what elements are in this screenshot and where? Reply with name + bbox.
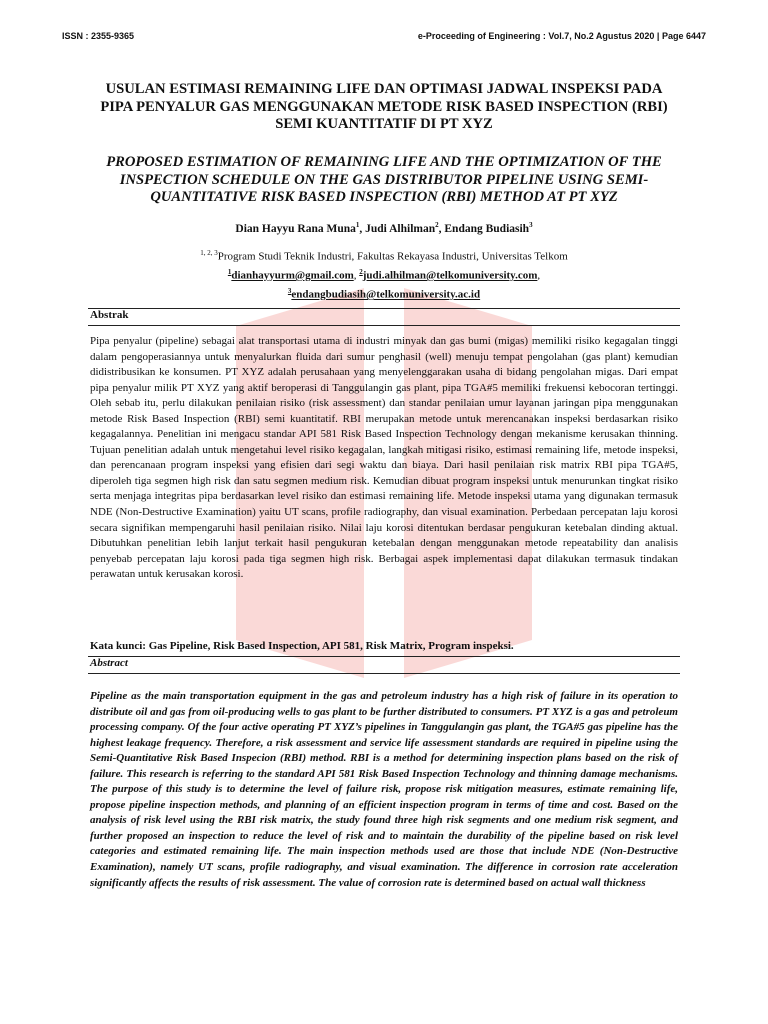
abstract-heading: Abstract [90,657,128,669]
author-separator: , [359,222,366,235]
author-name: Endang Budiasih [444,222,530,235]
abstrak-paragraph: Pipa penyalur (pipeline) sebagai alat transportasi utama di industri minyak dan gas bumi (migas) memiliki risiko kegagalan tinggi dalam pengoperasiannya untuk menyalurkan fluida dari sumur penghasil (well) menuju tempat pengolahan (gas plant) kemudian didistribusikan ke konsumen. PT XYZ adalah perusahaan yang menyelenggarakan usaha di bidang pengolahan migas. Dari empat pipa penyalur milik PT XYZ yang aktif beroperasi di Tanggulangin gas plant, pipa TGA#5 memiliki frekuensi kebocoran tertinggi. Oleh sebab itu, perlu dilakukan penilaian risiko (risk assessment) dan standar penilaian umur layanan jaringan pipa menggunakan metode Risk Based Inspection (RBI) semi kuantitatif. RBI merupakan metode untuk merencanakan inspeksi berdasarkan risiko kegagalannya. Penelitian ini mengacu standar API 581 Risk Based Inspection Technology dengan mekanisme kerusakan thinning. Tujuan penelitian adalah untuk mengetahui level risiko kegagalan, langkah mitigasi risiko, estimasi remaining life, metode inspeksi, dan perencanaan program inspeksi yang efisien dari segi waktu dan biaya. Dari hasil penilaian risk matrix RBI pipa TGA#5, diperoleh tiga segmen high risk dan satu segmen medium risk. Kemudian dibuat program inspeksi untuk menurunkan tingkat risiko serta menjaga integritas pipa berdasarkan level risiko dan estimasi remaining life. Metode inspeksi utama yang digunakan termasuk NDE (Non-Destructive Examination) yaitu UT scans, profile radiography, dan visual examination. Perbedaan percepatan laju korosi secara signifikan mempengaruhi hasil penilaian risiko. Nilai laju korosi ditentukan berdasar pengukuran ketebalan dinding aktual. Dibutuhkan penelitian lebih lanjut terkait hasil pengukuran ketebalan dengan menggunakan metode repeatability dan analisis penyebab percepatan laju korosi pada tiga segmen high risk. Berbagai aspek implementasi dapat dilakukan termasuk tindakan perawatan untuk kerusakan korosi. [90,335,678,581]
author-name: Dian Hayyu Rana Muna [235,222,356,235]
author-list [0,221,768,235]
journal-label: e-Proceeding of Engineering : Vol.7, No.2 Agustus 2020 | Page 6447 [417,31,706,41]
email-link[interactable]: judi.alhilman@telkomuniversity.com [362,269,538,282]
email-line [0,265,768,284]
abstrak-heading: Abstrak [90,309,129,321]
affiliation-line [0,246,768,265]
divider [88,656,680,657]
email-link[interactable]: endangbudiasih@telkomuniversity.ac.id [291,288,481,301]
email-separator: , [537,269,541,282]
affiliation-sup: 1, 2, 3 [200,249,218,257]
affiliation-block [0,246,768,303]
page-header [62,31,706,45]
author-separator: , [438,222,445,235]
divider [88,673,680,674]
abstract-paragraph: Pipeline as the main transportation equipment in the gas and petroleum industry has a high risk of failure in its operation to distribute oil and gas from oil-producing wells to gas plant to be further distributed to consumers. PT XYZ is a gas and petroleum processing company. Of the four active operating PT XYZ’s pipelines in Tanggulangin gas plant, the TGA#5 gas pipeline has the highest leakage frequency. Therefore, a risk assessment and service life assessment standards are required in pipeline using the Semi-Quantitative Risk Based Inspecion (RBI) method. RBI is a method for determining inspection plans based on the risk of failure. This research is referring to the standard API 581 Risk Based Inspection Technology and thinning damage mechanisms. The purpose of this study is to determine the level of failure risk, propose risk mitigation measures, estimate remaining life, propose pipeline inspection methods, and planning of an efficient inspection program in terms of time and cost. Based on the analysis of risk level using the RBI risk matrix, the study found three high risk segments and one medium risk segment, and further proposed an inspection to reduce the level of risk and to maintain the durability of the pipeline based on risk level categories and estimated remaining life. The main inspection methods used are those that include NDE (Non-Destructive Examination), namely UT scans, profile radiography, and visual examination. The difference in corrosion rate acceleration significantly affects the results of risk assessment. The value of corrosion rate is determined based on actual wall thickness [90,690,678,889]
keywords-line [90,640,514,652]
email-link[interactable]: dianhayyurm@gmail.com [231,269,354,282]
author-sup: 1 [355,221,360,229]
email-line [0,284,768,303]
divider [88,325,680,326]
divider [88,308,680,309]
affiliation-text: Program Studi Teknik Industri, Fakultas Rekayasa Industri, Universitas Telkom [217,250,568,263]
author-sup: 3 [529,221,533,229]
email-sup: 1 [227,268,232,277]
keywords-text: Gas Pipeline, Risk Based Inspection, API 581, Risk Matrix, Program inspeksi. [148,640,514,652]
author-name: Judi Alhilman [365,222,436,235]
title-english: PROPOSED ESTIMATION OF REMAINING LIFE AND THE OPTIMIZATION OF THE INSPECTION SCHEDULE ON THE GAS DISTRIBUTOR PIPELINE USING SEMI-QUANTITATIVE RISK BASED INSPECTION (RBI) METHOD AT PT XYZ [106,154,662,205]
title-indonesian: USULAN ESTIMASI REMAINING LIFE DAN OPTIMASI JADWAL INSPEKSI PADA PIPA PENYALUR GAS MENGGUNAKAN METODE RISK BASED INSPECTION (RBI) SEMI KUANTITATIF DI PT XYZ [100,81,668,132]
email-separator: , [353,269,360,282]
keywords-label: Kata kunci: [90,640,149,652]
issn-label: ISSN : 2355-9365 [62,31,135,41]
email-sup: 3 [287,287,292,296]
author-sup: 2 [435,221,439,229]
email-sup: 2 [359,268,363,277]
